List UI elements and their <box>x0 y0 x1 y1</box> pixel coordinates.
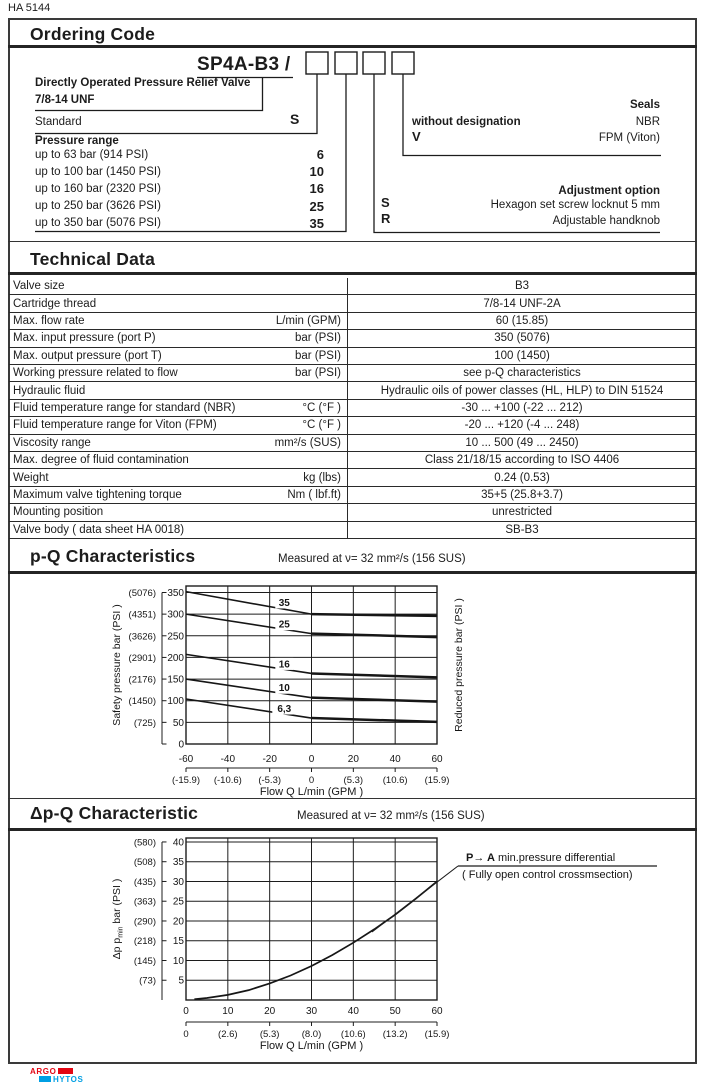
logo-red-block <box>58 1068 73 1075</box>
svg-text:-40: -40 <box>220 754 236 765</box>
seals-title: Seals <box>629 99 660 111</box>
logo-text-argo: ARGO <box>30 1066 57 1076</box>
adjustment-label-r: Adjustable handknob <box>552 215 660 227</box>
svg-text:10: 10 <box>278 683 290 695</box>
table-row-value: 0.24 (0.53) <box>494 471 550 484</box>
table-row-label: Max. input pressure (port P) <box>13 332 156 345</box>
table-row-label: Valve body ( data sheet HA 0018) <box>13 523 185 536</box>
table-row-value: see p-Q characteristics <box>463 367 581 380</box>
svg-text:350: 350 <box>167 587 184 599</box>
svg-text:50: 50 <box>172 717 184 729</box>
section-title-dpq: Δp-Q Characteristic <box>30 803 199 823</box>
table-row-unit: bar (PSI) <box>294 367 341 380</box>
standard-code: S <box>290 111 300 127</box>
svg-text:20: 20 <box>264 1006 276 1017</box>
order-code-box-2 <box>335 52 357 74</box>
table-row <box>9 504 696 521</box>
valve-description-line2: 7/8-14 UNF <box>35 94 95 106</box>
svg-text:50: 50 <box>389 1006 401 1017</box>
seals-code-none: without designation <box>412 116 521 128</box>
section-title-ordering-code: Ordering Code <box>30 24 156 44</box>
svg-text:-60: -60 <box>178 754 194 765</box>
table-row-label: Hydraulic fluid <box>13 384 86 397</box>
svg-text:(508): (508) <box>133 857 156 869</box>
svg-text:0: 0 <box>183 1006 189 1017</box>
table-row <box>9 469 696 486</box>
argo-hytos-logo <box>30 1067 83 1083</box>
svg-text:25: 25 <box>278 619 290 631</box>
seals-code-v: V <box>412 129 421 144</box>
order-code-box-3 <box>363 52 385 74</box>
svg-text:10: 10 <box>172 955 184 967</box>
svg-text:Flow Q L/min (GPM ): Flow Q L/min (GPM ) <box>259 1040 364 1052</box>
table-row-unit: bar (PSI) <box>294 349 341 362</box>
svg-text:(15.9): (15.9) <box>424 775 450 786</box>
svg-text:(-15.9): (-15.9) <box>172 775 200 786</box>
seals-label-fpm: FPM (Viton) <box>598 132 660 144</box>
svg-text:(5076): (5076) <box>128 587 156 599</box>
pressure-range-code: 35 <box>309 215 324 231</box>
svg-text:0: 0 <box>178 739 184 751</box>
table-row-label: Max. flow rate <box>13 314 85 327</box>
svg-text:25: 25 <box>172 896 184 908</box>
adjustment-title: Adjustment option <box>558 185 660 197</box>
svg-text:(-10.6): (-10.6) <box>213 775 242 786</box>
table-row-value: SB-B3 <box>505 523 539 536</box>
svg-text:Reduced pressure bar (PSI ): Reduced pressure bar (PSI ) <box>453 598 465 732</box>
pressure-range-label: up to 350 bar (5076 PSI) <box>35 217 161 230</box>
table-row-value: -20 ... +120 (-4 ... 248) <box>464 419 580 432</box>
svg-text:(580): (580) <box>133 837 156 849</box>
table-row-unit: kg (lbs) <box>303 471 341 484</box>
table-row <box>9 400 696 417</box>
rule-ordering-bottom <box>8 241 697 242</box>
table-row-label: Max. output pressure (port T) <box>13 349 162 362</box>
pressure-range-code: 25 <box>309 198 324 214</box>
svg-text:(5.3): (5.3) <box>343 775 364 786</box>
dpq-chart <box>100 833 700 1061</box>
svg-text:60: 60 <box>431 1006 443 1017</box>
table-row-value: 350 (5076) <box>494 332 550 345</box>
svg-text:(1450): (1450) <box>128 696 156 708</box>
section-title-technical-data: Technical Data <box>30 249 156 269</box>
svg-text:(2176): (2176) <box>128 674 156 686</box>
adjustment-label-s: Hexagon set screw locknut 5 mm <box>490 199 660 211</box>
pressure-range-row <box>35 163 324 180</box>
pressure-range-label: up to 100 bar (1450 PSI) <box>35 165 161 178</box>
table-row <box>9 435 696 452</box>
svg-text:(73): (73) <box>139 975 156 987</box>
table-row <box>9 348 696 365</box>
technical-data-table <box>9 278 696 539</box>
table-row-label: Mounting position <box>13 506 104 519</box>
table-row <box>9 330 696 347</box>
table-row <box>9 295 696 312</box>
table-row-unit: Nm ( lbf.ft) <box>287 488 341 501</box>
table-row-unit: L/min (GPM) <box>275 314 341 327</box>
table-row <box>9 278 696 295</box>
svg-text:16: 16 <box>278 659 290 671</box>
svg-text:(10.6): (10.6) <box>340 1029 366 1040</box>
adjustment-code-r: R <box>381 211 391 226</box>
dpq-subtitle: Measured at ν= 32 mm²/s (156 SUS) <box>297 810 485 822</box>
logo-text-hytos: HYTOS <box>53 1074 84 1084</box>
pressure-range-label: up to 63 bar (914 PSI) <box>35 148 149 161</box>
table-row-unit: bar (PSI) <box>294 332 341 345</box>
section-title-pq: p-Q Characteristics <box>30 546 196 566</box>
table-row-unit: °C (°F ) <box>302 401 341 414</box>
pressure-range-code: 6 <box>316 147 324 163</box>
table-row-value: B3 <box>514 280 530 293</box>
pressure-range-row <box>35 215 324 232</box>
svg-text:30: 30 <box>305 1006 318 1017</box>
svg-text:(435): (435) <box>133 876 156 888</box>
svg-text:35: 35 <box>172 857 184 869</box>
order-code-box-1 <box>306 52 328 74</box>
dpq-annotation-line1: P→ A min.pressure differential <box>466 852 616 864</box>
svg-text:(363): (363) <box>133 896 156 908</box>
pressure-range-label: up to 250 bar (3626 PSI) <box>35 200 161 213</box>
table-row <box>9 452 696 469</box>
svg-text:6,3: 6,3 <box>277 704 292 716</box>
svg-text:60: 60 <box>431 754 443 765</box>
rule-under-technical-title <box>8 272 697 275</box>
svg-text:30: 30 <box>172 876 184 888</box>
svg-text:10: 10 <box>222 1006 234 1017</box>
svg-text:20: 20 <box>172 916 184 928</box>
pressure-range-title: Pressure range <box>35 135 119 147</box>
table-row-value: unrestricted <box>491 506 553 519</box>
adjustment-code-s: S <box>381 195 390 210</box>
svg-text:250: 250 <box>167 631 184 643</box>
table-row <box>9 522 696 539</box>
table-row-label: Cartridge thread <box>13 297 97 310</box>
table-row-value: Hydraulic oils of power classes (HL, HLP) to DIN 51524 <box>380 384 664 397</box>
order-code-box-4 <box>392 52 414 74</box>
svg-text:0: 0 <box>308 754 315 765</box>
svg-text:40: 40 <box>172 837 184 849</box>
svg-text:15: 15 <box>172 936 184 948</box>
svg-text:(725): (725) <box>133 717 156 729</box>
table-row <box>9 382 696 399</box>
table-row <box>9 365 696 382</box>
table-row <box>9 417 696 434</box>
svg-text:200: 200 <box>167 652 184 664</box>
svg-text:(218): (218) <box>133 936 156 948</box>
table-row-unit: mm²/s (SUS) <box>274 436 341 449</box>
table-row-value: 60 (15.85) <box>495 314 549 327</box>
pressure-range-row <box>35 198 324 215</box>
svg-text:150: 150 <box>167 674 184 686</box>
pressure-range-label: up to 160 bar (2320 PSI) <box>35 182 161 195</box>
table-row-label: Working pressure related to flow <box>13 367 178 380</box>
pressure-range-code: 10 <box>309 164 324 180</box>
svg-text:(4351): (4351) <box>128 609 156 621</box>
table-row-value: 100 (1450) <box>494 349 550 362</box>
svg-text:35: 35 <box>278 597 290 609</box>
svg-text:(2901): (2901) <box>128 652 156 664</box>
svg-text:300: 300 <box>167 609 184 621</box>
svg-text:100: 100 <box>167 696 184 708</box>
table-row-label: Valve size <box>13 280 65 293</box>
pressure-range-row <box>35 146 324 163</box>
svg-text:(5.3): (5.3) <box>259 1029 280 1040</box>
svg-text:(8.0): (8.0) <box>301 1029 322 1040</box>
svg-text:20: 20 <box>347 754 359 765</box>
dpq-annotation-line2: ( Fully open control crossmsection) <box>462 869 633 881</box>
table-row-label: Max. degree of fluid contamination <box>13 454 189 467</box>
model-code: SP4A-B3 / <box>197 54 291 75</box>
table-row-value: 10 ... 500 (49 ... 2450) <box>465 436 579 449</box>
standard-label: Standard <box>35 116 82 128</box>
pressure-range-row <box>35 180 324 197</box>
pressure-range-list <box>35 146 324 232</box>
pq-chart <box>100 576 700 802</box>
svg-text:5: 5 <box>178 975 184 987</box>
svg-text:(145): (145) <box>133 955 156 967</box>
table-row-unit: °C (°F ) <box>302 419 341 432</box>
svg-text:(10.6): (10.6) <box>382 775 408 786</box>
table-row-label: Viscosity range <box>13 436 91 449</box>
table-row-label: Weight <box>13 471 49 484</box>
svg-text:Δp pmin bar (PSI ): Δp $p_{min}$ bar (PSI ) <box>111 878 125 960</box>
table-row-value: 35+5 (25.8+3.7) <box>481 488 563 501</box>
svg-text:(15.9): (15.9) <box>424 1029 450 1040</box>
rule-pq-bottom <box>8 798 697 799</box>
svg-text:40: 40 <box>389 754 401 765</box>
svg-text:0: 0 <box>183 1029 189 1040</box>
svg-text:Flow Q L/min (GPM ): Flow Q L/min (GPM ) <box>259 786 364 798</box>
svg-text:(13.2): (13.2) <box>382 1029 408 1040</box>
valve-description-line1: Directly Operated Pressure Relief Valve <box>35 77 251 89</box>
rule-under-dpq-title <box>8 828 697 831</box>
svg-text:-20: -20 <box>262 754 277 765</box>
pq-subtitle: Measured at ν= 32 mm²/s (156 SUS) <box>278 553 466 565</box>
table-row-label: Fluid temperature range for Viton (FPM) <box>13 419 217 432</box>
table-row-label: Fluid temperature range for standard (NBR) <box>13 401 236 414</box>
table-row-value: Class 21/18/15 according to ISO 4406 <box>424 454 620 467</box>
logo-blue-block <box>39 1076 51 1083</box>
table-row-label: Maximum valve tightening torque <box>13 488 182 501</box>
table-row <box>9 313 696 330</box>
seals-label-nbr: NBR <box>635 116 660 128</box>
svg-text:(2.6): (2.6) <box>218 1029 238 1040</box>
svg-text:40: 40 <box>347 1006 359 1017</box>
svg-text:(3626): (3626) <box>128 631 156 643</box>
table-row <box>9 487 696 504</box>
svg-text:Safety pressure bar (PSI ): Safety pressure bar (PSI ) <box>111 604 123 726</box>
table-row-value: -30 ... +100 (-22 ... 212) <box>461 401 583 414</box>
svg-text:(-5.3): (-5.3) <box>258 775 282 786</box>
svg-text:0: 0 <box>308 775 315 786</box>
table-row-value: 7/8-14 UNF-2A <box>483 297 561 310</box>
pressure-range-code: 16 <box>309 181 324 197</box>
doc-number: HA 5144 <box>8 2 51 14</box>
rule-under-pq-title <box>8 571 697 574</box>
svg-text:(290): (290) <box>133 916 156 928</box>
